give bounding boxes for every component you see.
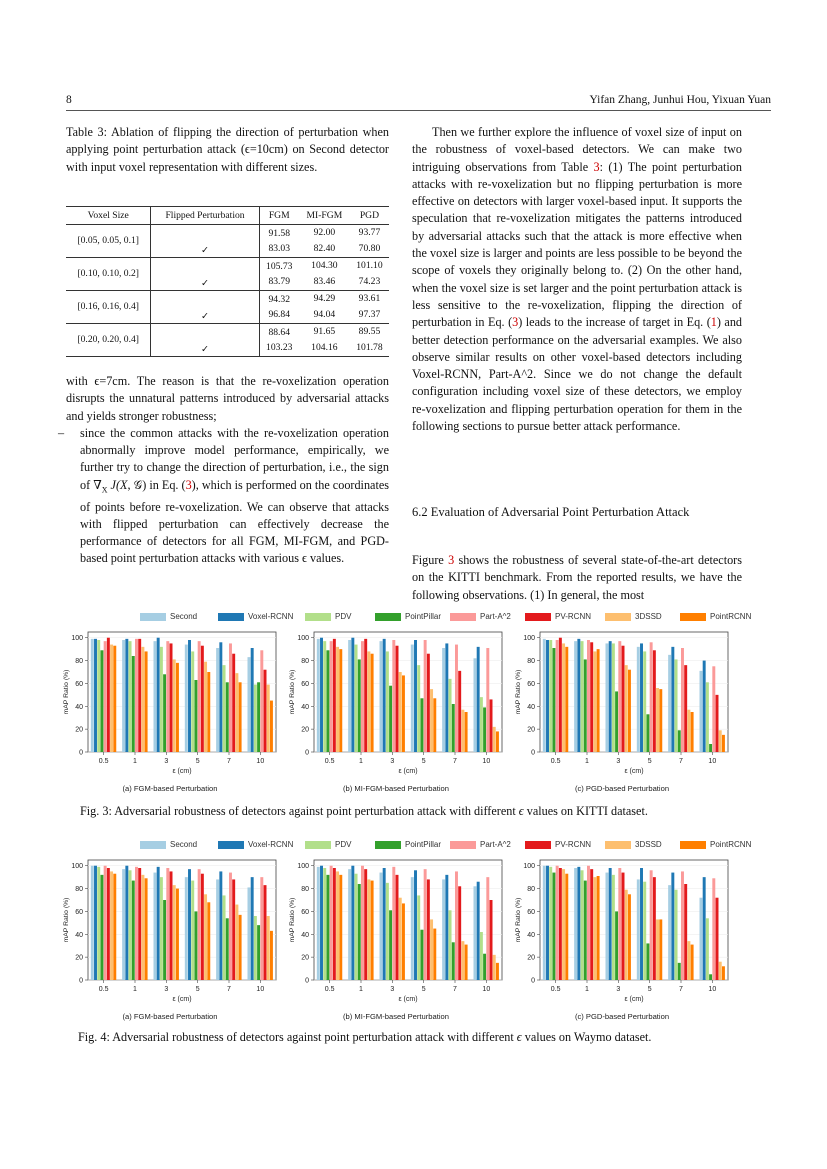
table-ref-link[interactable]: 3 (593, 159, 600, 174)
svg-text:100: 100 (71, 635, 83, 643)
svg-text:mAP Ratio (%): mAP Ratio (%) (289, 669, 296, 715)
svg-text:1: 1 (133, 986, 137, 993)
svg-text:ε (cm): ε (cm) (172, 996, 192, 1003)
voxel-size-cell: [0.10, 0.10, 0.2] (66, 258, 151, 291)
svg-text:ε (cm): ε (cm) (624, 768, 644, 775)
svg-text:20: 20 (75, 726, 83, 734)
svg-text:mAP Ratio (%): mAP Ratio (%) (63, 669, 70, 715)
legend-label: PV-RCNN (555, 612, 592, 621)
paragraph: with ϵ=7cm. The reason is that the re-voxelization operation disrupts the unnatural patterns introduced by adversarial attacks and yields stronger robustness; (66, 374, 389, 423)
fgm-cell: 88.64 (259, 324, 299, 340)
legend-swatch (680, 841, 706, 849)
table-row (66, 291, 389, 307)
svg-text:10: 10 (482, 986, 491, 993)
fgm-cell: 91.58 (259, 225, 299, 241)
legend-item (140, 612, 197, 621)
pgd-cell: 74.23 (350, 274, 389, 291)
svg-text:3: 3 (616, 758, 621, 765)
pgd-cell: 93.77 (358, 226, 381, 238)
svg-text:7: 7 (679, 986, 683, 993)
svg-text:10: 10 (482, 758, 491, 765)
svg-text:60: 60 (75, 908, 83, 916)
legend-item (605, 612, 662, 621)
legend-swatch (305, 613, 331, 621)
legend-label: Voxel-RCNN (248, 840, 294, 849)
svg-text:ε (cm): ε (cm) (398, 768, 418, 775)
svg-text:80: 80 (75, 658, 83, 666)
svg-text:80: 80 (301, 658, 309, 666)
svg-text:40: 40 (301, 931, 309, 939)
legend-item (218, 840, 293, 849)
svg-text:ε (cm): ε (cm) (398, 996, 418, 1003)
svg-text:0.5: 0.5 (324, 758, 335, 765)
svg-text:20: 20 (301, 954, 309, 962)
page-header (66, 92, 771, 111)
paragraph: Figure 3 shows the robustness of several state-of-the-art detectors on the KITTI benchmark. From the reported results, we have the following observations. (1) In general, the most (412, 553, 742, 602)
subfigure-caption: (b) MI-FGM-based Perturbation (343, 1012, 449, 1021)
legend-item (218, 612, 293, 621)
svg-text:20: 20 (527, 726, 535, 734)
legend-item (140, 840, 197, 849)
subfigure-caption: (c) PGD-based Perturbation (574, 784, 670, 793)
svg-text:100: 100 (297, 635, 309, 643)
svg-text:40: 40 (75, 931, 83, 939)
voxel-size-cell: [0.16, 0.16, 0.4] (66, 291, 151, 324)
legend-label: 3DSSD (635, 840, 662, 849)
svg-text:10: 10 (256, 758, 265, 765)
mifgm-cell: 94.29 (313, 292, 336, 304)
legend-item (450, 840, 511, 849)
pgd-cell: 93.61 (358, 292, 381, 304)
flipped-cell: ✓ (151, 241, 259, 258)
flipped-cell (151, 291, 259, 307)
svg-text:1: 1 (585, 986, 589, 993)
svg-text:0.5: 0.5 (98, 758, 109, 765)
chart-legend (100, 610, 760, 624)
bar-chart (512, 624, 732, 784)
fgm-cell: 105.73 (259, 258, 299, 274)
paragraph: Then we further explore the influence of voxel size of input on the robustness of voxel-based detectors. We can make two intriguing observations from Table 3: (1) The point perturbation attacks with re-voxelization but no flipping perturbation is more effective on detectors with larger voxel-based input. It supports the speculation that re-voxelization mitigates the patterns introduced by adversarial attacks such that the attack is more effective when the voxel size is larger and points are less possible to be beyond the scope of voxels they originally belong to. (2) On the other hand, when the voxel size is set larger and the point perturbation attack is less sensitive to the re-voxelization, flipping the direction of perturbation in Eq. (3) leads to the increase of target in Eq. (1) and better detection performance on the adversarial examples. We also observe similar results on other voxel-based detectors including Voxel-RCNN, Part-A^2. Since we do not change the default configuration including voxel size of these detectors, we employ re-voxelization and flipping perturbation operation for them in the following sections to pursue better attack performance. (412, 125, 743, 434)
flipped-cell: ✓ (151, 340, 259, 357)
fgm-cell: 83.03 (259, 241, 299, 258)
svg-text:100: 100 (523, 635, 535, 643)
legend-item (605, 840, 662, 849)
flipped-cell (151, 324, 259, 340)
figure-ref-link[interactable]: 3 (448, 553, 455, 568)
svg-text:10: 10 (256, 986, 265, 993)
pgd-cell: 89.55 (358, 325, 381, 337)
svg-text:ε (cm): ε (cm) (624, 996, 644, 1003)
col-pgd: PGD (350, 207, 389, 225)
svg-text:mAP Ratio (%): mAP Ratio (%) (63, 897, 70, 943)
svg-text:80: 80 (301, 886, 309, 894)
svg-text:3: 3 (164, 758, 169, 765)
svg-text:0: 0 (531, 749, 535, 757)
legend-swatch (605, 613, 631, 621)
svg-text:100: 100 (71, 863, 83, 871)
svg-text:80: 80 (527, 658, 535, 666)
svg-text:0.5: 0.5 (98, 986, 109, 993)
svg-text:60: 60 (301, 680, 309, 688)
legend-swatch (605, 841, 631, 849)
table-row (66, 324, 389, 340)
legend-label: PointPillar (405, 612, 442, 621)
legend-swatch (140, 613, 166, 621)
svg-text:60: 60 (75, 680, 83, 688)
svg-text:10: 10 (708, 986, 717, 993)
bullet-item: – since the common attacks with the re-voxelization operation abnormally improve model performance, empirically, we further try to change the direction of perturbation, i.e., the sign of $\nabla_X$ J(X, 𝒢) in Eq. (3), which is performed on the coordinates of points before re-voxelization. We can observe that attacks with flipped perturbation can effectively decrease the performance of detectors for all FGM, MI-FGM, and PGD-based point perturbation attacks with various ϵ values. (58, 425, 389, 566)
flipped-cell: ✓ (151, 307, 259, 324)
col-flipped: Flipped Perturbation (151, 207, 259, 225)
legend-label: Second (170, 840, 198, 849)
legend-swatch (305, 841, 331, 849)
bar-chart (286, 624, 506, 784)
legend-swatch (450, 841, 476, 849)
legend-item (305, 840, 351, 849)
svg-text:60: 60 (301, 908, 309, 916)
table-row (66, 258, 389, 274)
svg-text:0: 0 (79, 749, 83, 757)
section-heading: 6.2 Evaluation of Adversarial Point Perturbation Attack (412, 505, 690, 519)
svg-text:60: 60 (527, 680, 535, 688)
legend-item (525, 612, 591, 621)
svg-text:100: 100 (523, 863, 535, 871)
pgd-cell: 101.10 (356, 259, 383, 271)
svg-text:3: 3 (164, 986, 169, 993)
flipped-cell: ✓ (151, 274, 259, 291)
svg-text:1: 1 (585, 758, 589, 765)
legend-label: 3DSSD (635, 612, 662, 621)
col-mifgm: MI-FGM (299, 207, 350, 225)
legend-swatch (525, 841, 551, 849)
svg-text:20: 20 (301, 726, 309, 734)
svg-text:40: 40 (527, 703, 535, 711)
svg-text:80: 80 (527, 886, 535, 894)
legend-swatch (218, 613, 244, 621)
subfigure-caption: (a) FGM-based Perturbation (122, 1012, 218, 1021)
legend-swatch (218, 841, 244, 849)
table-caption: Table 3: Ablation of flipping the direction of perturbation when applying point perturbation attack (ϵ=10cm) on Second detector with input voxel representation with different sizes. (66, 125, 389, 174)
svg-text:100: 100 (297, 863, 309, 871)
legend-label: PointRCNN (710, 840, 752, 849)
svg-text:7: 7 (679, 758, 683, 765)
legend-item (680, 612, 751, 621)
svg-text:60: 60 (527, 908, 535, 916)
col-fgm: FGM (259, 207, 299, 225)
svg-text:20: 20 (527, 954, 535, 962)
svg-text:5: 5 (195, 758, 200, 765)
bar-chart (60, 852, 280, 1012)
legend-item (680, 840, 751, 849)
subfigure-caption: (c) PGD-based Perturbation (574, 1012, 670, 1021)
legend-swatch (450, 613, 476, 621)
mifgm-cell: 92.00 (313, 226, 336, 238)
left-column-text (58, 373, 389, 568)
legend-label: Part-A^2 (480, 612, 511, 621)
bar-chart (512, 852, 732, 1012)
running-authors: Yifan Zhang, Junhui Hou, Yixuan Yuan (589, 94, 771, 106)
legend-item (525, 840, 591, 849)
svg-text:5: 5 (421, 986, 426, 993)
svg-text:5: 5 (647, 758, 652, 765)
svg-text:3: 3 (390, 986, 395, 993)
svg-text:0: 0 (305, 749, 309, 757)
subfigure-caption: (a) FGM-based Perturbation (122, 784, 218, 793)
fgm-cell: 94.32 (259, 291, 299, 307)
svg-text:20: 20 (75, 954, 83, 962)
mifgm-cell: 104.16 (299, 340, 350, 357)
pgd-cell: 97.37 (350, 307, 389, 324)
svg-text:5: 5 (195, 986, 200, 993)
fgm-cell: 83.79 (259, 274, 299, 291)
flipped-cell (151, 258, 259, 274)
svg-text:80: 80 (75, 886, 83, 894)
svg-text:5: 5 (647, 986, 652, 993)
col-voxel-size: Voxel Size (66, 207, 151, 225)
mifgm-cell: 94.04 (299, 307, 350, 324)
legend-swatch (680, 613, 706, 621)
svg-text:0.5: 0.5 (550, 986, 561, 993)
legend-item (450, 612, 511, 621)
legend-item (305, 612, 351, 621)
svg-text:5: 5 (421, 758, 426, 765)
equation-ref-link[interactable]: 3 (185, 477, 192, 492)
svg-text:0.5: 0.5 (324, 986, 335, 993)
svg-text:0: 0 (305, 977, 309, 985)
voxel-size-cell: [0.20, 0.20, 0.4] (66, 324, 151, 357)
chart-legend (100, 838, 760, 852)
pgd-cell: 70.80 (350, 241, 389, 258)
equation-ref-link[interactable]: 3 (512, 315, 519, 330)
bullet-dash: – (58, 425, 65, 440)
legend-swatch (525, 613, 551, 621)
svg-text:7: 7 (227, 986, 231, 993)
svg-text:40: 40 (301, 703, 309, 711)
legend-label: Part-A^2 (480, 840, 511, 849)
svg-text:ε (cm): ε (cm) (172, 768, 192, 775)
pgd-cell: 101.78 (350, 340, 389, 357)
mifgm-cell: 83.46 (299, 274, 350, 291)
svg-text:3: 3 (616, 986, 621, 993)
flipped-cell (151, 225, 259, 241)
right-column-text (412, 124, 742, 435)
legend-label: PV-RCNN (555, 840, 592, 849)
mifgm-cell: 91.65 (313, 325, 336, 337)
svg-text:3: 3 (390, 758, 395, 765)
legend-label: PointPillar (405, 840, 442, 849)
legend-item (375, 840, 441, 849)
svg-text:mAP Ratio (%): mAP Ratio (%) (289, 897, 296, 943)
legend-label: PDV (335, 612, 352, 621)
bar-chart (60, 624, 280, 784)
mifgm-cell: 104.30 (311, 259, 338, 271)
svg-text:0: 0 (531, 977, 535, 985)
bar-chart (286, 852, 506, 1012)
fgm-cell: 96.84 (259, 307, 299, 324)
legend-label: Voxel-RCNN (248, 612, 294, 621)
table-row (66, 225, 389, 241)
figure-3 (60, 610, 770, 792)
page-number: 8 (66, 94, 72, 106)
figure-4 (60, 838, 770, 1020)
svg-text:1: 1 (133, 758, 137, 765)
subfigure-caption: (b) MI-FGM-based Perturbation (343, 784, 449, 793)
table-header-row (66, 207, 389, 225)
svg-text:0: 0 (79, 977, 83, 985)
svg-text:7: 7 (453, 986, 457, 993)
voxel-size-cell: [0.05, 0.05, 0.1] (66, 225, 151, 258)
svg-text:1: 1 (359, 758, 363, 765)
legend-swatch (140, 841, 166, 849)
equation-ref-link[interactable]: 1 (710, 315, 717, 330)
svg-text:1: 1 (359, 986, 363, 993)
fgm-cell: 103.23 (259, 340, 299, 357)
svg-text:7: 7 (227, 758, 231, 765)
svg-text:0.5: 0.5 (550, 758, 561, 765)
svg-text:10: 10 (708, 758, 717, 765)
legend-swatch (375, 613, 401, 621)
legend-swatch (375, 841, 401, 849)
svg-text:40: 40 (75, 703, 83, 711)
legend-label: PDV (335, 840, 352, 849)
svg-text:7: 7 (453, 758, 457, 765)
mifgm-cell: 82.40 (299, 241, 350, 258)
figure-4-caption: Fig. 4: Adversarial robustness of detectors against point perturbation attack with different ϵ values on Waymo dataset. (78, 1030, 652, 1044)
legend-label: Second (170, 612, 198, 621)
svg-text:mAP Ratio (%): mAP Ratio (%) (515, 669, 522, 715)
figure-3-caption: Fig. 3: Adversarial robustness of detectors against point perturbation attack with different ϵ values on KITTI dataset. (80, 804, 648, 818)
right-column-text-2 (412, 540, 742, 616)
legend-label: PointRCNN (710, 612, 752, 621)
svg-text:mAP Ratio (%): mAP Ratio (%) (515, 897, 522, 943)
ablation-table (66, 206, 389, 357)
svg-text:40: 40 (527, 931, 535, 939)
legend-item (375, 612, 441, 621)
